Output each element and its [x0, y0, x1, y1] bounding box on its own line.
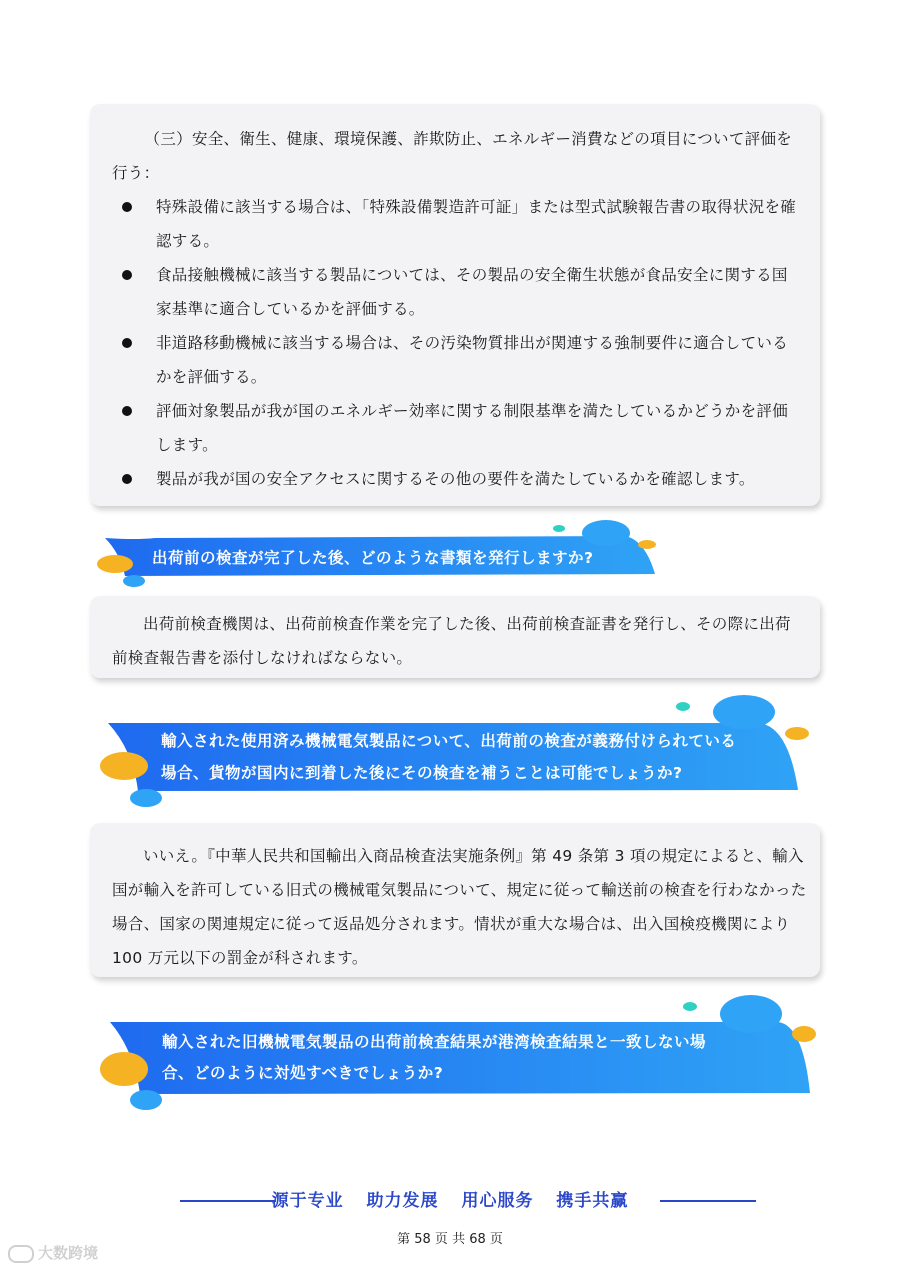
accent-dot-blue-left [130, 789, 162, 807]
accent-dot-orange-left [100, 1052, 148, 1086]
evaluation-intro: （三）安全、衛生、健康、環境保護、詐欺防止、エネルギー消費などの項目について評価を行う： [112, 130, 793, 182]
brand-name: 大数跨境 [38, 1244, 99, 1262]
accent-dot-blue-left [123, 575, 145, 587]
accent-dot-orange [638, 540, 656, 549]
accent-dot-orange [785, 727, 809, 740]
accent-dot-teal [676, 702, 690, 711]
bullet-item: 評価対象製品が我が国のエネルギー効率に関する制限基準を満たしているかどうかを評価します。 [112, 394, 802, 462]
bullet-item: 食品接触機械に該当する製品については、その製品の安全衛生状態が食品安全に関する国家基準に適合しているかを評価する。 [112, 258, 802, 326]
question-text-line-2: 合、どのように対処すべきでしょうか? [162, 1064, 444, 1082]
accent-dot-orange-left [97, 555, 133, 573]
accent-dot-teal [553, 525, 565, 532]
brand-logo [8, 1242, 98, 1263]
bullet-item: 特殊設備に該当する場合は、「特殊設備製造許可証」または型式試験報告書の取得状況を確認する。 [112, 190, 802, 258]
accent-dot-blue [720, 995, 782, 1033]
answer-card-1 [90, 596, 820, 678]
accent-dot-blue [713, 695, 775, 729]
accent-dot-blue-left [130, 1090, 162, 1110]
question-banner-2 [98, 695, 813, 813]
bullet-item: 非道路移動機械に該当する場合は、その汚染物質排出が関連する強制要件に適合しているかを評価する。 [112, 326, 802, 394]
page-number: 第 58 页 共 68 页 [397, 1232, 503, 1247]
question-text-line-2: 場合、貨物が国内に到着した後にその検査を補うことは可能でしょうか? [161, 764, 683, 782]
accent-dot-orange [792, 1026, 816, 1042]
question-text: 出荷前の検査が完了した後、どのような書類を発行しますか? [152, 549, 594, 567]
slogan-item: 用心服务 [461, 1191, 534, 1211]
footer-slogan [0, 1186, 900, 1211]
question-text-line-1: 輸入された旧機械電気製品の出荷前検査結果が港湾検査結果と一致しない場 [162, 1033, 707, 1051]
answer-text: 出荷前検査機関は、出荷前検査作業を完了した後、出荷前検査証書を発行し、その際に出荷前検査報告書を添付しなければならない。 [112, 615, 791, 667]
evaluation-bullet-list [112, 190, 802, 496]
question-banner-3 [98, 995, 818, 1115]
question-banner-1 [95, 518, 670, 590]
accent-dot-orange-left [100, 752, 148, 780]
bullet-item: 製品が我が国の安全アクセスに関するその他の要件を満たしているかを確認します。 [112, 462, 802, 496]
answer-card-2 [90, 823, 820, 977]
accent-dot-teal [683, 1002, 697, 1011]
evaluation-card [90, 104, 820, 506]
question-text-line-1: 輸入された使用済み機械電気製品について、出荷前の検査が義務付けられている [161, 732, 737, 750]
slogan-item: 源于专业 [271, 1191, 344, 1211]
slogan-item: 助力发展 [366, 1191, 439, 1211]
answer-text: いいえ。『中華人民共和国輸出入商品検査法実施条例』第 49 条第 3 項の規定によると、輸入国が輸入を許可している旧式の機械電気製品について、規定に従って輸送前の検査を行わなかった場合、国家の関連規定に従って返品処分されます。情状が重大な場合は、出入国検疫機関により 100 万元以下の罰金が科されます。 [112, 847, 807, 967]
slogan-item: 携手共赢 [556, 1191, 629, 1211]
brand-icon [8, 1245, 34, 1263]
